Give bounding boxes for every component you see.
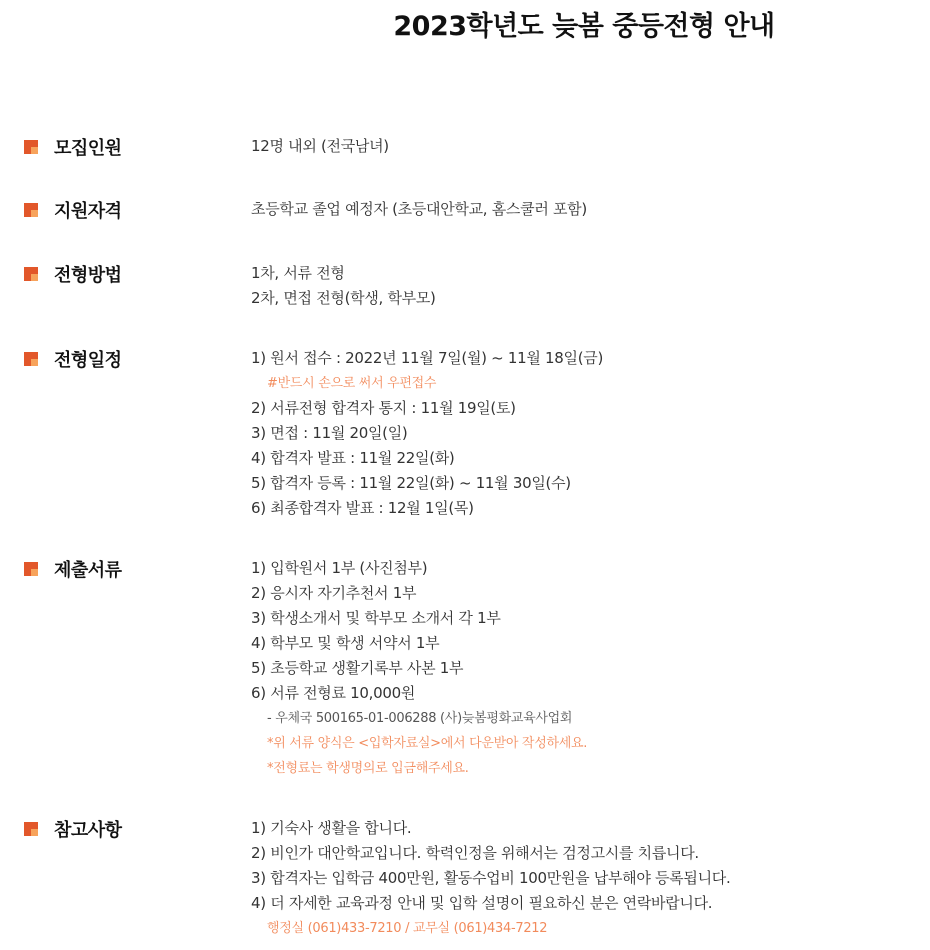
content-line: 4) 학부모 및 학생 서약서 1부 [251, 634, 440, 652]
content-line: 2) 응시자 자기추천서 1부 [251, 584, 417, 602]
content-line: 1) 입학원서 1부 (사진첨부) [251, 559, 428, 577]
section-content [251, 346, 911, 521]
content-line: 1) 기숙사 생활을 합니다. [251, 819, 412, 837]
content-line: 초등학교 졸업 예정자 (초등대안학교, 홈스쿨러 포함) [251, 200, 587, 218]
section-label: 모집인원 [54, 138, 122, 159]
page-title: 2023학년도 늦봄 중등전형 안내 [393, 11, 775, 42]
content-line: 2) 서류전형 합격자 통지 : 11월 19일(토) [251, 399, 516, 417]
content-line: 5) 합격자 등록 : 11월 22일(화) ~ 11월 30일(수) [251, 474, 571, 492]
section-label: 전형일정 [54, 350, 122, 371]
download-note: *위 서류 양식은 <입학자료실>에서 다운받아 작성하세요. [267, 736, 588, 751]
content-line: 6) 최종합격자 발표 : 12월 1일(목) [251, 499, 474, 517]
bank-account-info: - 우체국 500165-01-006288 (사)늦봄평화교육사업회 [267, 711, 573, 726]
content-line: 5) 초등학교 생활기록부 사본 1부 [251, 659, 464, 677]
schedule-note: #반드시 손으로 써서 우편접수 [267, 376, 437, 391]
section-content [251, 261, 911, 311]
section-content [251, 197, 911, 222]
section-marker-icon [24, 203, 38, 217]
content-line: 4) 합격자 발표 : 11월 22일(화) [251, 449, 455, 467]
content-line: 4) 더 자세한 교육과정 안내 및 입학 설명이 필요하신 분은 연락바랍니다. [251, 894, 713, 912]
section-content [251, 134, 911, 159]
contact-info: 행정실 (061)433-7210 / 교무실 (061)434-7212 [267, 921, 548, 936]
section-label: 제출서류 [54, 560, 122, 581]
content-line: 3) 합격자는 입학금 400만원, 활동수업비 100만원을 납부해야 등록됩니다. [251, 869, 731, 887]
content-line: 6) 서류 전형료 10,000원 [251, 684, 416, 702]
section-marker-icon [24, 267, 38, 281]
content-line: 1) 원서 접수 : 2022년 11월 7일(월) ~ 11월 18일(금) [251, 349, 604, 367]
fee-note: *전형료는 학생명의로 입금해주세요. [267, 761, 469, 776]
section-marker-icon [24, 822, 38, 836]
section-label: 지원자격 [54, 201, 122, 222]
content-line: 1차, 서류 전형 [251, 264, 345, 282]
section-marker-icon [24, 140, 38, 154]
section-marker-icon [24, 562, 38, 576]
section-content [251, 816, 911, 941]
section-content [251, 556, 911, 781]
section-marker-icon [24, 352, 38, 366]
section-label: 전형방법 [54, 265, 122, 286]
section-label: 참고사항 [54, 820, 122, 841]
content-line: 2차, 면접 전형(학생, 학부모) [251, 289, 436, 307]
content-line: 12명 내외 (전국남녀) [251, 137, 389, 155]
content-line: 3) 면접 : 11월 20일(일) [251, 424, 408, 442]
content-line: 3) 학생소개서 및 학부모 소개서 각 1부 [251, 609, 501, 627]
content-line: 2) 비인가 대안학교입니다. 학력인정을 위해서는 검정고시를 치릅니다. [251, 844, 699, 862]
